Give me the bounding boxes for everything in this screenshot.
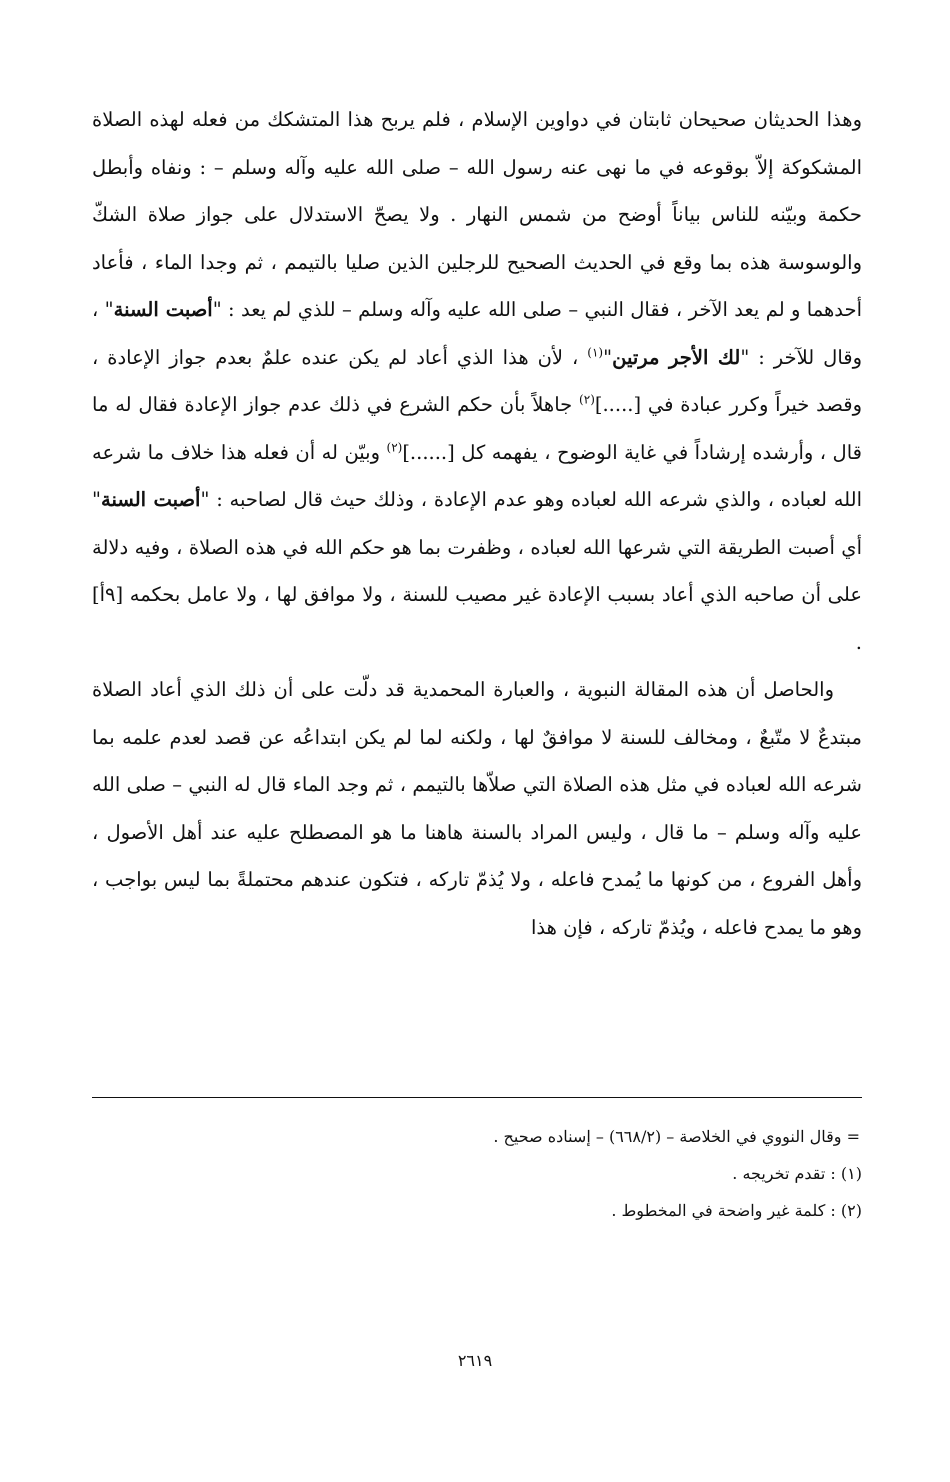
text-segment: ، لأن هذا الذي أعاد لم يكن عنده علمٌ بعدم جواز الإعادة ، وقصد خيراً وكرر عبادة في [.....] [92, 345, 862, 416]
footnote-separator [92, 1097, 862, 1098]
paragraph-2: والحاصل أن هذه المقالة النبوية ، والعبارة المحمدية قد دلّت على أن ذلك الذي أعاد الصلاة مبتدعٌ لا متّبعٌ ، ومخالف للسنة لا موافقٌ لها ، ولكنه لما لم يكن ابتداعُه عن قصد لعدم علمه بما شرعه الله لعباده في مثل هذه الصلاة التي صلاّها بالتيمم ، ثم وجد الماء قال له النبي – صلى الله عليه وآله وسلم – ما قال ، وليس المراد بالسنة هاهنا ما هو المصطلح عليه عند أهل الأصول ، وأهل الفروع ، من كونها ما يُمدح فاعله ، ولا يُذمّ تاركه ، فتكون عندهم محتملةً بما ليس بواجب ، وهو ما يمدح فاعله ، ويُذمّ تاركه ، فإن هذا [92, 678, 862, 939]
text-segment: وبيّن له أن فعله هذا خلاف ما شرعه الله لعباده ، والذي شرعه الله لعباده وهو عدم الإعادة ، وذلك حيث قال لصاحبه : " [92, 440, 862, 511]
footnote-ref: (٢) [579, 392, 595, 407]
paragraph-1 [92, 96, 862, 666]
main-text [92, 96, 862, 951]
footnote-2: (٢) : كلمة غير واضحة في المخطوط . [611, 1201, 862, 1220]
footnote-1: (١) : تقدم تخريجه . [732, 1164, 862, 1183]
page-number: ٢٦١٩ [457, 1351, 493, 1370]
hadith-quote-bold: لك الأجر مرتين [612, 345, 741, 369]
hadith-quote-bold: أصبت السنة [100, 488, 201, 511]
hadith-quote-bold: أصبت السنة [113, 298, 213, 321]
footnotes [92, 1118, 862, 1229]
text-segment: " أي أصبت الطريقة التي شرعها الله لعباده ، وظفرت بما هو حكم الله في هذه الصلاة ، وفيه دلالة على أن صاحبه الذي أعاد بسبب الإعادة غير مصيب للسنة ، ولا موافق لها ، ولا عامل بحكمه [٩أ] . [92, 488, 862, 654]
footnote-ref: (٢) [386, 440, 403, 454]
footnote-ref: (١) [587, 345, 604, 359]
footnote-continuation: = وقال النووي في الخلاصة – (٦٦٨/٢) – إسناده صحيح . [493, 1127, 860, 1146]
text-segment: وهذا الحديثان صحيحان ثابتان في دواوين الإسلام ، فلم يربح هذا المتشكك من فعله لهذه الصلاة المشكوكة إلاّ بوقوعه في ما نهى عنه رسول الله – صلى الله عليه وآله وسلم – : ونفاه وأبطل حكمة وبيّنه للناس بياناً أوضح من شمس النهار . ولا يصحّ الاستدلال على جواز صلاة الشكّ والوسوسة هذه بما وقع في الحديث الصحيح للرجلين الذين صليا بالتيمم ، ثم وجدا الماء ، فأعاد أحدهما و لم يعد الآخر ، فقال النبي – صلى الله عليه وآله وسلم – للذي لم يعد : " [92, 108, 863, 321]
text-segment: جاهلاً بأن حكم الشرع في ذلك عدم جواز الإعادة فقال له ما قال ، وأرشده إرشاداً في غاية الوضوح ، يفهمه كل [......] [92, 393, 862, 464]
text-segment: " [603, 345, 613, 369]
text-segment: " ، وقال للآخر : " [92, 298, 863, 369]
